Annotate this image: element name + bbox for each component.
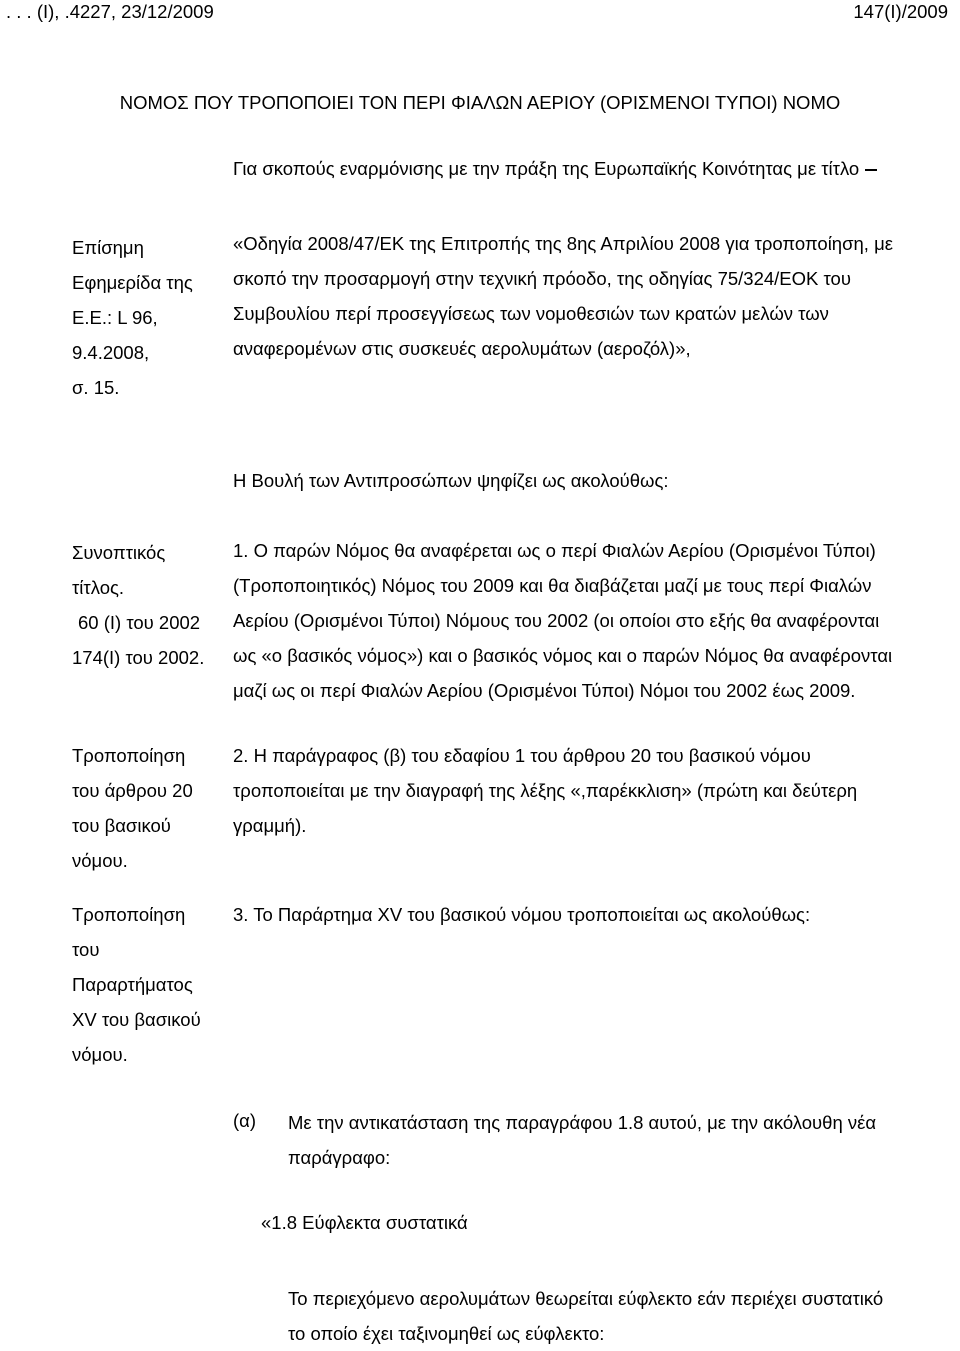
body-line: γραμμή). [233, 815, 307, 836]
margin-line: Ε.Ε.: L 96, [72, 307, 158, 328]
margin-line: νόμου. [72, 1044, 128, 1065]
margin-line: του άρθρου 20 [72, 780, 193, 801]
law-title: ΝΟΜΟΣ ΠΟΥ ΤΡΟΠΟΠΟΙΕΙ ΤΟΝ ΠΕΡΙ ΦΙΑΛΩΝ ΑΕΡΙΟΥ (ΟΡΙΣΜΕΝΟΙ ΤΥΠΟΙ) ΝΟΜΟ [119, 92, 841, 113]
body-line: «Οδηγία 2008/47/ΕΚ της Επιτροπής της 8ης Απριλίου 2008 για τροποποίηση, με [233, 233, 893, 254]
section-3-text [233, 897, 943, 932]
harmonisation-text: Για σκοπούς εναρμόνισης με την πράξη της Ευρωπαϊκής Κοινότητας με τίτλο [233, 158, 860, 179]
body-line: ως «ο βασικός νόμος») και ο βασικός νόμος και ο παρών Νόμος θα αναφέρονται [233, 645, 893, 666]
subsection-a-label: (α) [233, 1110, 257, 1131]
margin-line: Εφημερίδα της [72, 272, 193, 293]
margin-line: 9.4.2008, [72, 342, 150, 363]
body-line: Αερίου (Ορισμένοι Τύποι) Νόμους του 2002 (οι οποίοι στο εξής θα αναφέρονται [233, 610, 880, 631]
body-line: Το περιεχόμενο αερολυμάτων θεωρείται εύφλεκτο εάν περιέχει συστατικό [288, 1288, 884, 1309]
body-line: Με την αντικατάσταση της παραγράφου 1.8 αυτού, με την ακόλουθη νέα [288, 1112, 877, 1133]
body-line: μαζί ως οι περί Φιαλών Αερίου (Ορισμένοι Τύποι) Νόμοι του 2002 έως 2009. [233, 680, 856, 701]
enacting-formula: Η Βουλή των Αντιπροσώπων ψηφίζει ως ακολούθως: [233, 470, 669, 491]
section-1-text [233, 533, 943, 708]
body-line: παράγραφο: [288, 1147, 391, 1168]
law-number: 147(I)/2009 [853, 1, 948, 22]
body-line: Συμβουλίου περί προσεγγίσεως των νομοθεσιών των κρατών μελών των [233, 303, 829, 324]
margin-line: Παραρτήματος [72, 974, 193, 995]
section-2-text [233, 738, 943, 843]
margin-line: XV του βασικού [72, 1009, 201, 1030]
body-line: τροποποιείται με την διαγραφή της λέξης «,παρέκκλιση» (πρώτη και δεύτερη [233, 780, 858, 801]
margin-line: Συνοπτικός [72, 542, 166, 563]
body-line: 1. Ο παρών Νόμος θα αναφέρεται ως ο περί Φιαλών Αερίου (Ορισμένοι Τύποι) [233, 540, 876, 561]
margin-line: Τροποποίηση [72, 745, 186, 766]
margin-line: νόμου. [72, 850, 128, 871]
margin-line: του [72, 939, 100, 960]
margin-line: σ. 15. [72, 377, 120, 398]
margin-line: τίτλος. [72, 577, 125, 598]
margin-line: του βασικού [72, 815, 171, 836]
directive-margin-note [72, 230, 193, 405]
subsection-a-text [288, 1105, 876, 1175]
body-line: 2. Η παράγραφος (β) του εδαφίου 1 του άρθρου 20 του βασικού νόμου [233, 745, 811, 766]
harmonisation-line [233, 158, 877, 180]
section-2-margin-note [72, 738, 193, 878]
body-line: σκοπό την προσαρμογή στην τεχνική πρόοδο, της οδηγίας 75/324/ΕΟΚ του [233, 268, 851, 289]
body-line: (Τροποποιητικός) Νόμος του 2009 και θα διαβάζεται μαζί με τους περί Φιαλών [233, 575, 872, 596]
dash-mark [865, 169, 877, 171]
margin-line: 60 (Ι) του 2002 [78, 612, 201, 633]
directive-text [233, 226, 943, 366]
body-line: 3. Το Παράρτημα XV του βασικού νόμου τροποποιείται ως ακολούθως: [233, 904, 811, 925]
body-line: αναφερομένων στις συσκευές αερολυμάτων (αεροζόλ)», [233, 338, 691, 359]
section-1-margin-note [72, 535, 204, 675]
section-3-margin-note [72, 897, 201, 1072]
margin-line: Τροποποίηση [72, 904, 186, 925]
paragraph-1-8-heading: «1.8 Εύφλεκτα συστατικά [261, 1212, 468, 1233]
gazette-reference: . . . (I), .4227, 23/12/2009 [6, 1, 214, 22]
body-line: το οποίο έχει ταξινομηθεί ως εύφλεκτο: [288, 1323, 605, 1344]
margin-line: Επίσημη [72, 237, 144, 258]
paragraph-1-8-text [288, 1281, 883, 1351]
margin-line: 174(Ι) του 2002. [72, 647, 205, 668]
